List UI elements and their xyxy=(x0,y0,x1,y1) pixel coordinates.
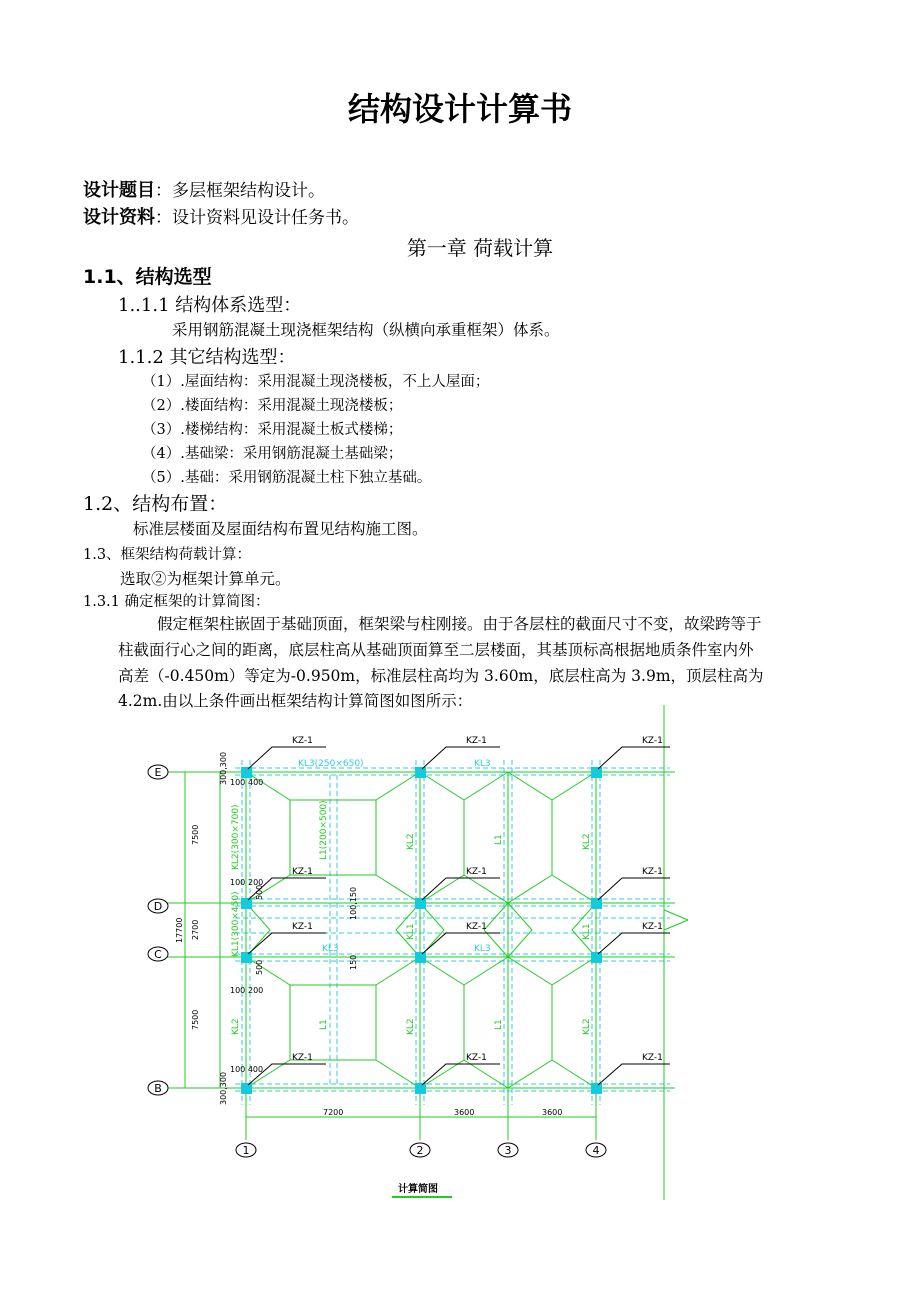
beam-label: KL3(250×650) xyxy=(298,759,364,769)
offset-dim: 500 xyxy=(255,959,264,975)
data-label: 设计资料 xyxy=(83,207,155,228)
row-axis-label: D xyxy=(153,900,163,913)
design-data xyxy=(83,203,359,229)
dim-label: 17700 xyxy=(175,917,184,943)
beam-label: KL2(300×700) xyxy=(231,804,241,870)
column-leaders xyxy=(248,747,670,1085)
offset-dim: 100,150 xyxy=(349,886,358,920)
beam-label: KL1 xyxy=(582,923,592,940)
dim-label: 7200 xyxy=(323,1108,344,1117)
doc-title: 结构设计计算书 xyxy=(347,90,572,128)
dim-label: 3600 xyxy=(454,1108,475,1117)
drawing-caption: 计算简图 xyxy=(398,1184,438,1195)
list-item: （4）.基础梁：采用钢筋混凝土基础梁； xyxy=(142,446,403,462)
row-axis-bubbles xyxy=(148,765,168,1095)
list-item: （1）.屋面结构：采用混凝土现浇楼板，不上人屋面； xyxy=(142,374,490,390)
list-item: （2）.楼面结构：采用混凝土现浇楼板； xyxy=(142,398,403,414)
offset-dim: 400 xyxy=(248,778,264,787)
section-1-3: 1.3、框架结构荷载计算： xyxy=(83,547,252,563)
list-item: （5）.基础：采用钢筋混凝土柱下独立基础。 xyxy=(142,470,432,486)
topic-text: 多层框架结构设计。 xyxy=(172,181,325,201)
section-1-1: 1.1、结构选型 xyxy=(83,266,212,288)
section-1-2: 1.2、结构布置： xyxy=(83,493,228,515)
beam-label: L1(200×500) xyxy=(319,800,329,860)
chapter-title: 第一章 荷载计算 xyxy=(406,236,554,260)
beam-label: KL1(300×450) xyxy=(231,891,241,957)
list-item: （3）.楼梯结构：采用混凝土板式楼梯； xyxy=(142,422,403,438)
design-topic xyxy=(83,176,325,202)
beam-label: KL3 xyxy=(474,944,491,954)
row-axis-label: E xyxy=(154,766,162,779)
beam-label: L1 xyxy=(319,1019,329,1030)
column-tag: KZ-1 xyxy=(292,736,313,746)
dim-label: 7500 xyxy=(191,824,200,845)
column-tag: KZ-1 xyxy=(466,922,487,932)
column-tag: KZ-1 xyxy=(292,867,313,877)
dim-label: 7500 xyxy=(191,1009,200,1030)
row-axis-label: B xyxy=(154,1082,162,1095)
offset-dim: 150 xyxy=(349,954,358,970)
offset-dim: 300,300 xyxy=(219,751,228,785)
dim-label: 2700 xyxy=(191,919,200,940)
column-tag: KZ-1 xyxy=(292,922,313,932)
topic-label: 设计题目 xyxy=(83,180,155,201)
offset-dim: 100 xyxy=(230,986,246,995)
column-tag: KZ-1 xyxy=(466,736,487,746)
topic-colon: ： xyxy=(155,181,172,201)
left-dims xyxy=(175,825,200,1030)
column-tag: KZ-1 xyxy=(642,736,663,746)
frame-plan-drawing xyxy=(130,705,710,1205)
paragraph-line: 4.2m.由以上条件画出框架结构计算简图如图所示： xyxy=(118,692,473,710)
offset-dim: 100 400 xyxy=(230,1065,264,1074)
offset-dim: 500 xyxy=(255,884,264,900)
paragraph-line: 高差（-0.450m）等定为-0.950m，标准层柱高均为 3.60m，底层柱高为 3.9m，顶层柱高为 xyxy=(118,667,764,685)
beam-label: KL3 xyxy=(322,944,339,954)
beam-label: KL2 xyxy=(406,833,416,850)
column-tag: KZ-1 xyxy=(642,1053,663,1063)
beam-label: KL2 xyxy=(231,1018,241,1035)
col-axis-label: 2 xyxy=(416,1144,424,1157)
offset-dim: 300,300 xyxy=(219,1071,228,1105)
data-colon: ： xyxy=(155,208,172,228)
section-1-1-1: 1..1.1 结构体系选型： xyxy=(118,295,302,316)
beam-label: KL2 xyxy=(582,833,592,850)
offset-dim: 200 xyxy=(248,878,264,887)
section-1-2-text: 标准层楼面及屋面结构布置见结构施工图。 xyxy=(133,520,428,538)
data-text: 设计资料见设计任务书。 xyxy=(172,208,359,228)
col-axis-label: 1 xyxy=(242,1144,250,1157)
column-tag: KZ-1 xyxy=(466,1053,487,1063)
column-tag: KZ-1 xyxy=(292,1053,313,1063)
col-axis-label: 4 xyxy=(592,1144,600,1157)
col-axis-label: 3 xyxy=(504,1144,512,1157)
section-1-1-2: 1.1.2 其它结构选型： xyxy=(118,347,296,368)
col-axis-bubbles xyxy=(236,1143,606,1157)
section-1-3-1: 1.3.1 确定框架的计算简图： xyxy=(83,594,270,610)
offset-dim: 100 xyxy=(230,878,246,887)
column-tag: KZ-1 xyxy=(466,867,487,877)
section-1-3-text: 选取②为框架计算单元。 xyxy=(120,570,291,588)
beam-label: KL3 xyxy=(474,759,491,769)
beam-label: L1 xyxy=(494,834,504,845)
row-axis-label: C xyxy=(154,948,162,961)
beam-label: KL1 xyxy=(406,923,416,940)
section-1-1-1-text: 采用钢筋混凝土现浇框架结构（纵横向承重框架）体系。 xyxy=(172,321,560,339)
paragraph-line: 柱截面行心之间的距离，底层柱高从基础顶面算至二层楼面，其基顶标高根据地质条件室内外 xyxy=(118,641,754,659)
beam-label: KL2 xyxy=(406,1018,416,1035)
offset-dim: 100 xyxy=(230,778,246,787)
dim-label: 3600 xyxy=(542,1108,563,1117)
beam-label: L1 xyxy=(494,1019,504,1030)
bottom-dims xyxy=(323,1108,562,1117)
column-tag: KZ-1 xyxy=(642,867,663,877)
column-tag: KZ-1 xyxy=(642,922,663,932)
offset-dim: 200 xyxy=(248,986,264,995)
beam-label: KL2 xyxy=(582,1018,592,1035)
paragraph-line: 假定框架柱嵌固于基础顶面，框架梁与柱刚接。由于各层柱的截面尺寸不变，故梁跨等于 xyxy=(157,615,762,633)
